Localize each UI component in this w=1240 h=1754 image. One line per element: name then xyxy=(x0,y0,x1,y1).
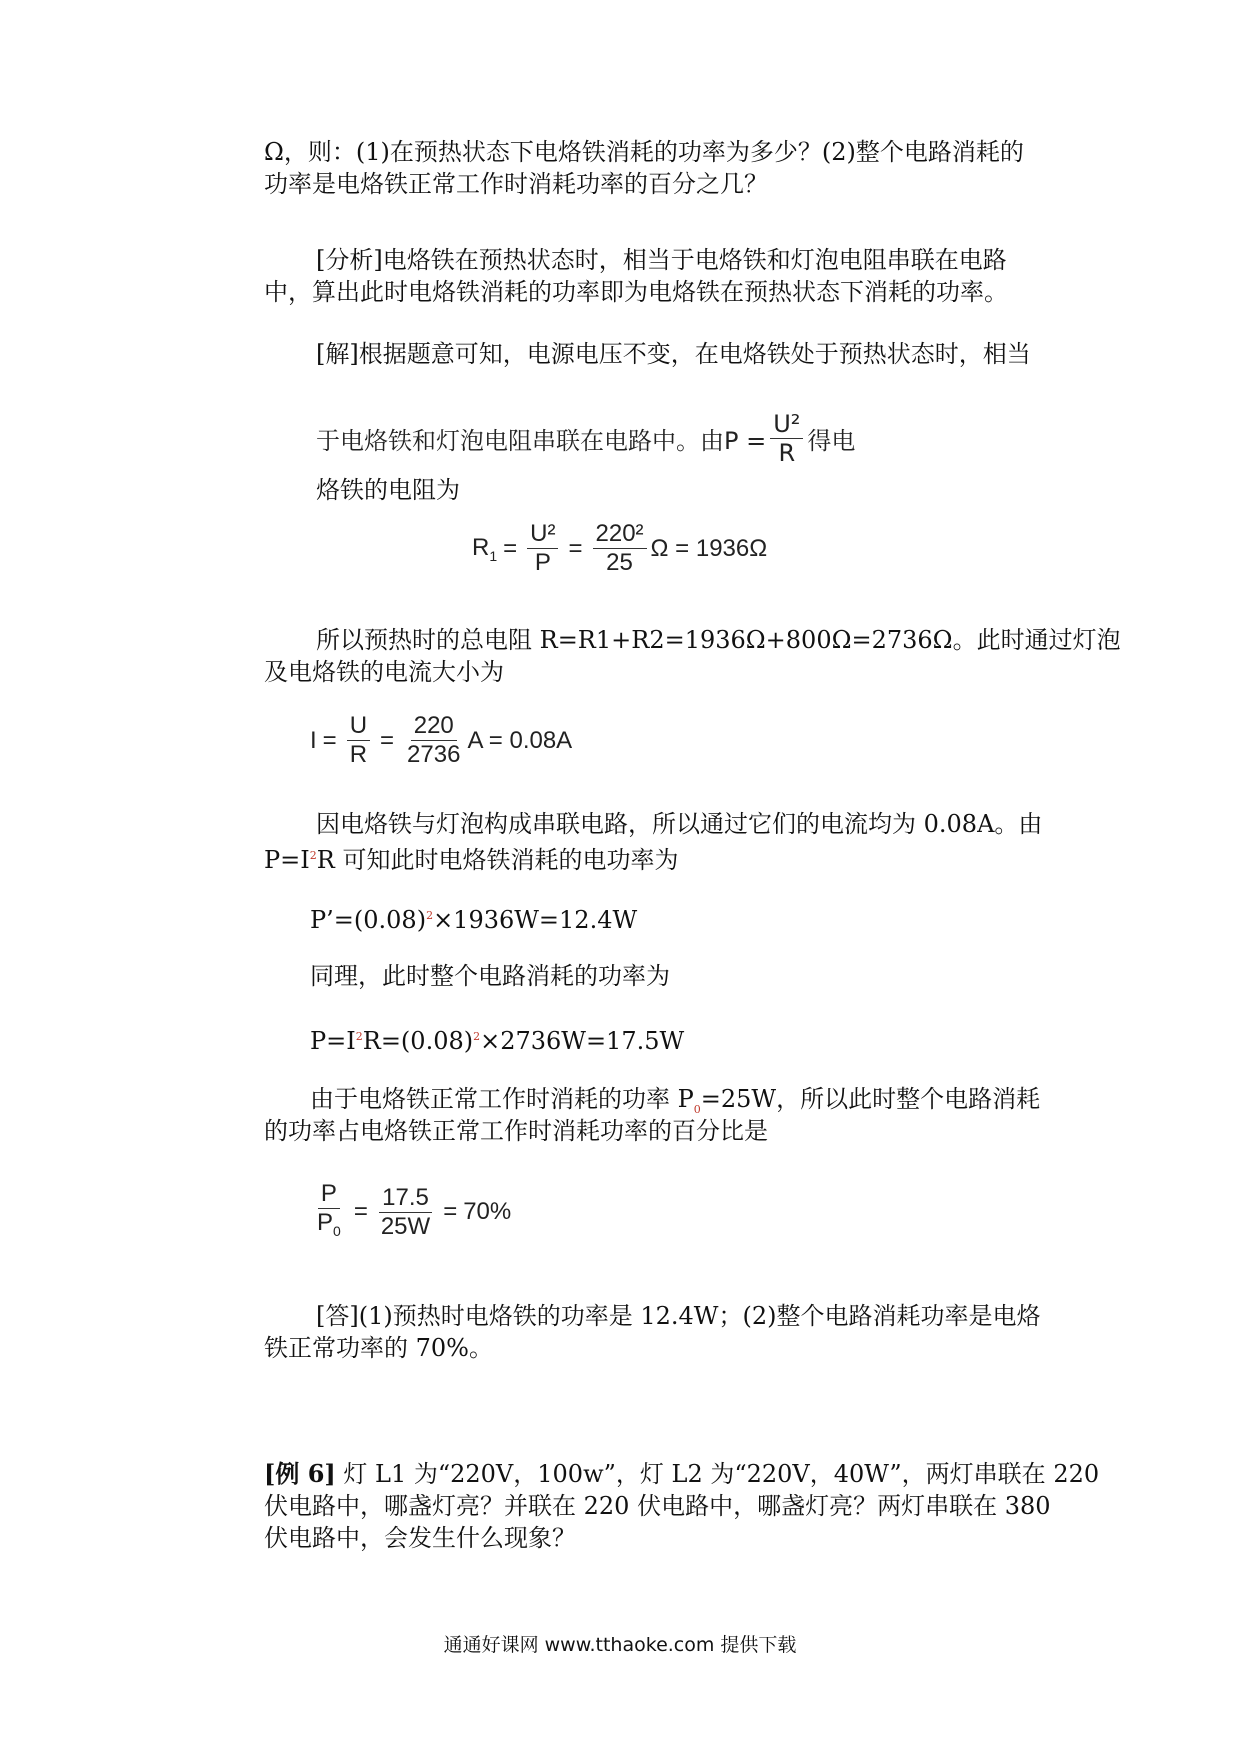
equation-result: 70% xyxy=(463,1198,512,1226)
fraction xyxy=(347,712,370,769)
text-fragment: P=I xyxy=(264,846,310,874)
fraction-numerator: U² xyxy=(527,520,558,549)
fraction-numerator: U xyxy=(347,712,370,741)
text-line: 伏电路中，会发生什么现象？ xyxy=(264,1524,576,1552)
text-line: 的功率占电烙铁正常工作时消耗功率的百分比是 xyxy=(264,1117,768,1145)
text-fragment: R 可知此时电烙铁消耗的电功率为 xyxy=(316,846,679,874)
fraction-denominator: 25W xyxy=(380,1212,431,1240)
ratio-equation xyxy=(310,1180,511,1245)
fraction-numerator: 17.5 xyxy=(379,1184,432,1213)
text-line: 因电烙铁与灯泡构成串联电路，所以通过它们的电流均为 0.08A。由 xyxy=(316,810,1043,838)
text-fragment: =25W，所以此时整个电路消耗 xyxy=(700,1085,1041,1113)
page-footer: 通通好课网 www.tthaoke.com 提供下载 xyxy=(443,1634,797,1656)
text-fragment: R=(0.08) xyxy=(362,1027,474,1055)
text-fragment: 由于电烙铁正常工作时消耗的功率 P xyxy=(310,1085,694,1113)
superscript: 2 xyxy=(355,1030,363,1043)
text-line: 及电烙铁的电流大小为 xyxy=(264,658,504,686)
text-line: 所以预热时的总电阻 R=R1+R2=1936Ω+800Ω=2736Ω。此时通过灯泡 xyxy=(316,626,1121,654)
fraction-numerator: 220 xyxy=(411,712,457,741)
superscript: 2 xyxy=(309,849,317,862)
text-fragment: 于电烙铁和灯泡电阻串联在电路中。由P = xyxy=(316,427,767,455)
fraction xyxy=(314,1180,344,1245)
equation-result: Ω = 1936Ω xyxy=(650,534,768,562)
fraction xyxy=(770,410,803,467)
equals-sign: = xyxy=(503,534,518,562)
answer-line: [答](1)预热时电烙铁的功率是 12.4W；(2)整个电路消耗功率是电烙 xyxy=(316,1302,1041,1330)
text-line: 烙铁的电阻为 xyxy=(316,476,460,504)
fraction xyxy=(527,520,558,577)
text-fragment: 灯 L1 为“220V，100w”，灯 L2 为“220V，40W”，两灯串联在 220 xyxy=(335,1460,1100,1488)
fraction-denominator: R xyxy=(349,741,368,768)
fraction-numerator: 220² xyxy=(593,520,647,549)
superscript: 2 xyxy=(473,1030,481,1043)
equation-lhs: I xyxy=(310,726,317,754)
fraction xyxy=(593,520,647,577)
equals-sign: = xyxy=(380,726,395,754)
text-fragment: ×2736W=17.5W xyxy=(480,1027,685,1055)
fraction-numerator: P xyxy=(318,1180,340,1209)
equation-lhs xyxy=(472,534,497,564)
power-formula-line xyxy=(316,410,855,467)
example-label: [例 6] xyxy=(264,1459,336,1488)
subscript: 0 xyxy=(693,1102,701,1116)
text-line xyxy=(264,840,678,876)
text-line: 伏电路中，哪盏灯亮？并联在 220 伏电路中，哪盏灯亮？两灯串联在 380 xyxy=(264,1492,1051,1520)
text-fragment: ×1936W=12.4W xyxy=(433,906,638,934)
fraction-numerator: U² xyxy=(770,410,803,439)
superscript: 2 xyxy=(426,909,434,922)
subscript: 0 xyxy=(333,1222,341,1239)
fraction-denominator xyxy=(314,1209,344,1245)
equation-result: A = 0.08A xyxy=(467,726,573,754)
text-fragment: 得电 xyxy=(807,427,856,455)
equals-sign: = xyxy=(322,726,337,754)
solution-line: [解]根据题意可知，电源电压不变，在电烙铁处于预热状态时，相当 xyxy=(316,340,1031,368)
current-equation xyxy=(310,712,572,769)
text-line: Ω，则：(1)在预热状态下电烙铁消耗的功率为多少？(2)整个电路消耗的 xyxy=(264,138,1024,166)
equals-sign: = xyxy=(443,1198,458,1226)
text-fragment: P’=(0.08) xyxy=(310,906,427,934)
power-calc-line xyxy=(310,1021,684,1057)
equals-sign: = xyxy=(353,1198,368,1226)
text-line: 功率是电烙铁正常工作时消耗功率的百分之几？ xyxy=(264,170,768,198)
power-calc-line xyxy=(310,900,637,936)
subscript: 1 xyxy=(489,547,498,564)
text-fragment: P=I xyxy=(310,1027,356,1055)
fraction-denominator: R xyxy=(778,439,796,467)
text-line: 同理，此时整个电路消耗的功率为 xyxy=(310,962,670,990)
fraction-denominator: P xyxy=(534,549,551,576)
example-heading-line xyxy=(264,1458,1099,1490)
fraction-denominator: 25 xyxy=(606,549,633,576)
equals-sign: = xyxy=(568,534,583,562)
fraction-denominator: 2736 xyxy=(407,741,461,768)
text-line: 铁正常功率的 70%。 xyxy=(264,1334,493,1362)
symbol-r: R xyxy=(472,533,490,561)
resistance-equation xyxy=(472,520,767,577)
symbol-p: P xyxy=(317,1209,334,1236)
fraction xyxy=(378,1184,433,1241)
analysis-line: [分析]电烙铁在预热状态时，相当于电烙铁和灯泡电阻串联在电路 xyxy=(316,246,1007,274)
text-line: 中，算出此时电烙铁消耗的功率即为电烙铁在预热状态下消耗的功率。 xyxy=(264,278,1008,306)
fraction xyxy=(404,712,463,769)
